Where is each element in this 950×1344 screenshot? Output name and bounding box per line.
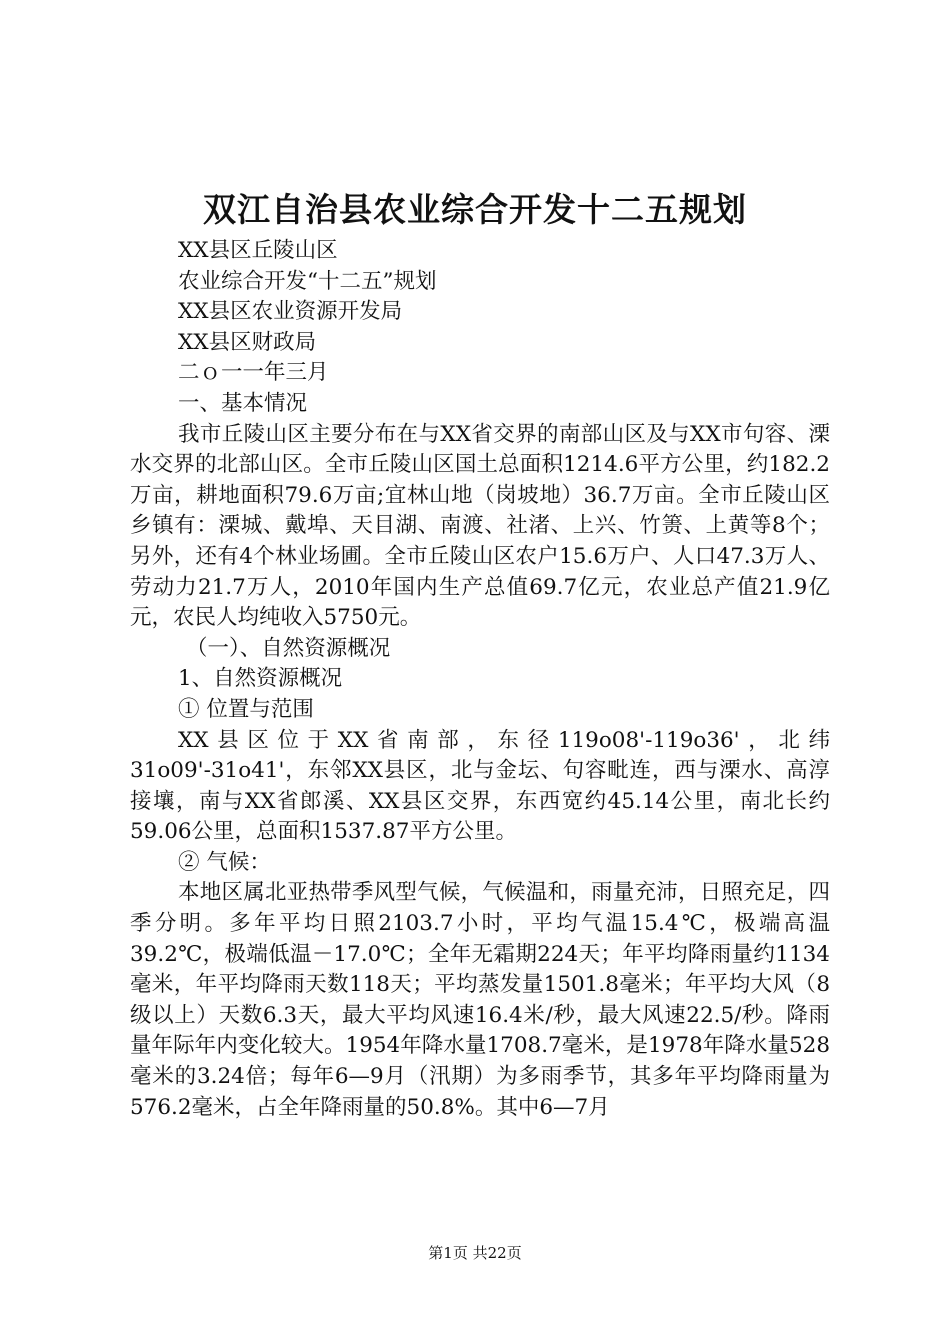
- page-footer: 第1页 共22页: [428, 1244, 522, 1262]
- paragraph-overview: 我市丘陵山区主要分布在与XX省交界的南部山区及与XX市句容、溧水交界的北部山区。全市丘陵山区国土总面积1214.6平方公里，约182.2万亩，耕地面积79.6万亩;宜林山地（岗坡地）36.7万亩。全市丘陵山区乡镇有：溧城、戴埠、天目湖、南渡、社渚、上兴、竹箦、上黄等8个；另外，还有4个林业场圃。全市丘陵山区农户15.6万户、人口47.3万人、劳动力21.7万人，2010年国内生产总值69.7亿元，农业总产值21.9亿元，农民人均纯收入5750元。: [130, 421, 830, 631]
- section-heading-basic: 一、基本情况: [178, 390, 308, 416]
- cover-line-region: XX县区丘陵山区: [178, 238, 338, 263]
- cover-line-date: 二ｏ一一年三月: [178, 360, 329, 386]
- document-title: 双江自治县农业综合开发十二五规划: [203, 190, 747, 229]
- paragraph-location: XX县区位于XX省南部，东径119o08'-119o36'，北纬31o09'-31o41'，东邻XX县区，北与金坛、句容毗连，西与溧水、高淳接壤，南与XX省郎溪、XX县区交界，东西宽约45.14公里，南北长约59.06公里，总面积1537.87平方公里。: [130, 727, 830, 845]
- subsubsection-heading-natural: 1、自然资源概况: [178, 666, 343, 692]
- item-heading-climate: ② 气候：: [178, 849, 271, 875]
- paragraph-climate: 本地区属北亚热带季风型气候，气候温和，雨量充沛，日照充足，四季分明。多年平均日照2103.7小时，平均气温15.4℃，极端高温39.2℃，极端低温－17.0℃；全年无霜期224天；年平均降雨量约1134毫米，年平均降雨天数118天；平均蒸发量1501.8毫米；年平均大风（8级以上）天数6.3天，最大平均风速16.4米/秒，最大风速22.5/秒。降雨量年际年内变化较大。1954年降水量1708.7毫米，是1978年降水量528毫米的3.24倍；每年6—9月（汛期）为多雨季节，其多年平均降雨量为576.2毫米，占全年降雨量的50.8%。其中6—7月: [130, 880, 830, 1120]
- document-body: [130, 236, 830, 1123]
- cover-line-bureau: XX县区农业资源开发局: [178, 299, 403, 325]
- cover-line-plan-name: 农业综合开发“十二五”规划: [178, 268, 437, 294]
- subsection-heading-natural: （一）、自然资源概况: [186, 635, 391, 661]
- cover-line-finance: XX县区财政局: [178, 329, 317, 355]
- item-heading-location: ① 位置与范围: [178, 696, 314, 722]
